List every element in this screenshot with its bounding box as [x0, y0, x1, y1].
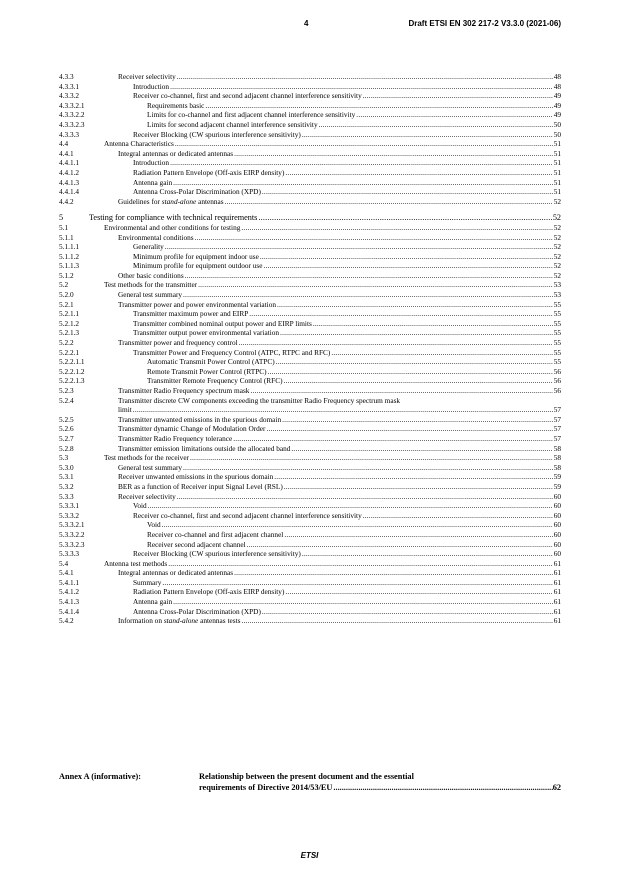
toc-entry-title: General test summary — [118, 290, 183, 300]
leader-dots — [183, 290, 553, 300]
toc-entry-page: 61 — [553, 597, 561, 607]
toc-entry-title: Environmental conditions — [118, 232, 194, 242]
toc-entry-page: 60 — [553, 549, 561, 559]
toc-entry[interactable] — [59, 91, 561, 101]
toc-entry-number: 4.4.1 — [59, 148, 74, 158]
toc-entry-title: Transmitter combined nominal output power and EIRP limits — [133, 318, 312, 328]
toc-entry-title: Receiver co-channel and first adjacent channel — [147, 529, 284, 539]
toc-entry-title: Receiver selectivity — [118, 72, 176, 81]
leader-dots — [170, 82, 553, 92]
leader-dots — [247, 540, 553, 550]
annex-title-line2: requirements of Directive 2014/53/EU — [199, 782, 333, 792]
toc-entry[interactable] — [59, 309, 561, 319]
toc-entry-number: 5.3.3.3 — [59, 549, 80, 559]
toc-entry-title: Other basic conditions — [118, 270, 184, 280]
toc-entry-page: 51 — [553, 139, 561, 149]
toc-entry-page: 52 — [553, 261, 561, 271]
toc-entry-title: Transmitter power and power environmental variation — [118, 299, 276, 309]
toc-entry-number: 5.3.3.2.2 — [59, 529, 85, 539]
toc-entry-title: Receiver Blocking (CW spurious interference sensitivity) — [133, 549, 301, 559]
toc-entry-number: 5.2.2.1 — [59, 347, 80, 357]
toc-entry[interactable] — [59, 367, 561, 377]
toc-entry-title: Limits for second adjacent channel interference sensitivity — [147, 119, 318, 129]
leader-dots — [234, 568, 553, 578]
leader-dots — [284, 376, 553, 386]
toc-entry-page: 49 — [553, 91, 561, 101]
toc-entry[interactable] — [59, 587, 561, 597]
leader-dots — [177, 492, 553, 502]
toc-entry[interactable] — [59, 178, 561, 188]
leader-dots — [198, 280, 553, 290]
toc-entry-title: Test methods for the transmitter — [104, 280, 198, 290]
toc-entry-page: 56 — [553, 376, 561, 386]
leader-dots — [284, 530, 552, 540]
toc-entry-number: 4.3.3.3 — [59, 129, 80, 139]
toc-entry-number: 5.3.0 — [59, 462, 74, 472]
toc-entry-page: 60 — [553, 539, 561, 549]
toc-entry-number: 5.4.1 — [59, 568, 74, 578]
leader-dots — [313, 319, 553, 329]
toc-entry-page: 58 — [553, 443, 561, 453]
toc-entry-page: 51 — [553, 158, 561, 168]
toc-entry-title: Guidelines for stand-alone antennas — [118, 196, 224, 206]
toc-entry-page: 57 — [553, 414, 561, 424]
toc-entry[interactable] — [59, 453, 561, 463]
toc-entry-title: Radiation Pattern Envelope (Off-axis EIRP density) — [133, 587, 285, 597]
toc-entry-page: 61 — [553, 558, 561, 568]
annex-label: Annex A (informative): — [59, 772, 142, 781]
toc-entry-title: Antenna gain — [133, 597, 173, 607]
toc-entry-number: 5.2.1 — [59, 299, 74, 309]
toc-entry[interactable] — [59, 149, 561, 159]
leader-dots — [264, 261, 553, 271]
toc-entry[interactable] — [59, 607, 561, 617]
toc-entry-number: 5.2.6 — [59, 424, 74, 434]
toc-entry-number: 5.2.3 — [59, 386, 74, 395]
toc-entry[interactable] — [59, 616, 561, 626]
leader-dots — [285, 168, 552, 178]
toc-entry[interactable] — [59, 463, 561, 473]
toc-entry[interactable] — [59, 300, 561, 310]
toc-entry-page: 58 — [553, 453, 561, 463]
toc-entry-page: 49 — [553, 110, 561, 120]
toc-entry-page: 51 — [553, 177, 561, 187]
leader-dots — [173, 597, 553, 607]
toc-entry[interactable] — [59, 434, 561, 444]
toc-entry-title: Antenna Cross-Polar Discrimination (XPD) — [133, 187, 261, 197]
footer-etsi: ETSI — [300, 851, 319, 860]
toc-entry-number: 5.2.8 — [59, 443, 74, 453]
toc-entry-page: 52 — [552, 213, 561, 223]
toc-entry-page: 56 — [553, 386, 561, 395]
toc-entry[interactable] — [59, 130, 561, 140]
leader-dots — [233, 434, 552, 444]
toc-entry[interactable] — [59, 357, 561, 367]
leader-dots — [133, 405, 553, 415]
toc-entry[interactable] — [59, 568, 561, 578]
toc-entry-page: 61 — [553, 616, 561, 626]
toc-entry-page: 53 — [553, 290, 561, 300]
toc-entry-page: 48 — [553, 81, 561, 91]
toc-entry-number: 5.4.1.4 — [59, 606, 80, 616]
toc-entry-page: 60 — [553, 520, 561, 530]
toc-entry-number: 5.2.2.1.2 — [59, 366, 85, 376]
toc-entry-title: Transmitter emission limitations outside the allocated band — [118, 443, 291, 453]
toc-entry-number: 5.2.2.1.3 — [59, 376, 85, 386]
toc-entry-page: 55 — [553, 318, 561, 328]
toc-entry[interactable] — [59, 261, 561, 271]
toc-entry-number: 5.2.1.1 — [59, 309, 80, 319]
leader-dots — [183, 463, 553, 473]
toc-entry[interactable] — [59, 82, 561, 92]
leader-dots — [205, 101, 552, 111]
toc-entry-page: 61 — [553, 577, 561, 587]
toc-entry-title: Void — [133, 501, 147, 511]
toc-entry-continuation[interactable] — [59, 405, 561, 415]
toc-entry-number: 5.4.1.2 — [59, 587, 80, 597]
toc-entry-title: Transmitter unwanted emissions in the spurious domain — [118, 414, 282, 424]
toc-entry[interactable] — [59, 520, 561, 530]
toc-entry[interactable] — [59, 252, 561, 262]
toc-entry-number: 5.3.3.2 — [59, 510, 80, 520]
toc-entry[interactable] — [59, 213, 561, 223]
toc-entry[interactable] — [59, 110, 561, 120]
toc-entry-page: 59 — [553, 472, 561, 482]
toc-entry-page: 52 — [553, 196, 561, 206]
toc-entry-number: 4.4.1.3 — [59, 177, 80, 187]
toc-entry-title: Introduction — [133, 158, 170, 168]
toc-entry-number: 5.2.1.2 — [59, 318, 80, 328]
toc-entry-number: 5.2.2.1.1 — [59, 357, 85, 367]
toc-entry-number: 5.2.1.3 — [59, 328, 80, 338]
toc-entry-page: 51 — [553, 148, 561, 158]
toc-entry-page: 55 — [553, 357, 561, 367]
leader-dots — [177, 72, 553, 82]
toc-entry-number: 4.3.3.2.3 — [59, 119, 85, 129]
leader-dots — [291, 444, 552, 454]
toc-entry-title: Remote Transmit Power Control (RTPC) — [147, 366, 267, 376]
toc-entry-title: Transmitter Power and Frequency Control (ATPC, RTPC and RFC) — [133, 347, 331, 357]
leader-dots — [333, 783, 552, 794]
toc-entry[interactable] — [59, 319, 561, 329]
toc-entry-page: 49 — [553, 100, 561, 110]
toc-entry-title: Receiver selectivity — [118, 491, 176, 501]
toc-entry[interactable] — [59, 549, 561, 559]
toc-entry-title: Receiver Blocking (CW spurious interference sensitivity) — [133, 129, 301, 139]
toc-entry[interactable] — [59, 424, 561, 434]
toc-entry-number: 5.3.2 — [59, 481, 74, 491]
toc-entry-number: 5.1.1.1 — [59, 242, 80, 252]
toc-entry[interactable] — [59, 187, 561, 197]
toc-entry[interactable] — [59, 482, 561, 492]
toc-entry-page: 57 — [553, 424, 561, 434]
toc-entry-page: 55 — [553, 347, 561, 357]
toc-entry-page: 56 — [553, 366, 561, 376]
toc-entry[interactable] — [59, 578, 561, 588]
leader-dots — [284, 482, 553, 492]
toc-entry-title: Radiation Pattern Envelope (Off-axis EIRP density) — [133, 167, 285, 177]
table-of-contents — [59, 72, 561, 626]
toc-entry-number: 5.3.3 — [59, 491, 74, 501]
leader-dots — [168, 559, 552, 569]
toc-entry-page: 51 — [553, 187, 561, 197]
toc-entry-title: Environmental and other conditions for testing — [104, 222, 241, 232]
toc-entry[interactable] — [59, 223, 561, 233]
toc-entry-title: Transmitter Remote Frequency Control (RFC) — [147, 376, 283, 386]
leader-dots — [356, 110, 552, 120]
toc-entry-number: 5.2.0 — [59, 290, 74, 300]
toc-entry-title: Transmitter discrete CW components exceeding the transmitter Radio Frequency spectrum mask — [118, 395, 401, 405]
toc-entry[interactable] — [59, 168, 561, 178]
toc-entry-title: Summary — [133, 577, 162, 587]
toc-entry[interactable] — [59, 139, 561, 149]
toc-entry[interactable] — [59, 415, 561, 425]
toc-entry-number: 4.3.3.2.1 — [59, 100, 85, 110]
toc-entry-title: Generality — [133, 242, 164, 252]
toc-entry[interactable] — [59, 386, 561, 396]
toc-entry-title: Integral antennas or dedicated antennas — [118, 568, 234, 578]
leader-dots — [165, 242, 553, 252]
toc-entry-page: 59 — [553, 481, 561, 491]
toc-entry-page: 52 — [553, 222, 561, 232]
leader-dots — [319, 120, 553, 130]
toc-entry-title: Information on stand-alone antennas tests — [118, 616, 241, 626]
leader-dots — [250, 386, 552, 396]
toc-entry-number: 5.4 — [59, 558, 69, 568]
toc-entry[interactable] — [59, 501, 561, 511]
leader-dots — [241, 223, 552, 233]
toc-entry-page: 57 — [553, 405, 561, 415]
leader-dots — [268, 367, 553, 377]
toc-entry-title: BER as a function of Receiver input Signal Level (RSL) — [118, 481, 283, 491]
toc-entry-number: 5.2.5 — [59, 414, 74, 424]
leader-dots — [274, 472, 552, 482]
toc-entry-page: 55 — [553, 309, 561, 319]
toc-entry[interactable] — [59, 280, 561, 290]
toc-entry-page: 55 — [553, 299, 561, 309]
toc-entry-title: Void — [147, 520, 161, 530]
toc-entry[interactable] — [59, 348, 561, 358]
toc-entry-number: 4.3.3.2.2 — [59, 110, 85, 120]
toc-entry-title: Transmitter Radio Frequency spectrum mask — [118, 386, 250, 395]
toc-entry-number: 5.2 — [59, 280, 69, 290]
toc-entry-title: Minimum profile for equipment indoor use — [133, 251, 259, 261]
toc-entry-number: 5.3.3.2.1 — [59, 520, 85, 530]
toc-entry-number: 5.4.2 — [59, 616, 74, 626]
leader-dots — [239, 338, 553, 348]
toc-entry-title: Antenna gain — [133, 177, 173, 187]
toc-entry-title: Receiver second adjacent channel — [147, 539, 246, 549]
leader-dots — [258, 213, 551, 223]
toc-entry-number: 5.2.2 — [59, 338, 74, 348]
toc-entry-title: Limits for co-channel and first adjacent channel interference sensitivity — [147, 110, 356, 120]
toc-entry-number: 5.3 — [59, 453, 69, 463]
toc-entry[interactable] — [59, 271, 561, 281]
toc-entry-title: Transmitter power and frequency control — [118, 338, 238, 348]
toc-entry[interactable] — [59, 597, 561, 607]
toc-entry-number: 5.2.4 — [59, 395, 74, 405]
toc-entry[interactable] — [59, 158, 561, 168]
toc-entry[interactable] — [59, 540, 561, 550]
toc-entry-title: Integral antennas or dedicated antennas — [118, 148, 234, 158]
toc-entry-number: 5.4.1.3 — [59, 597, 80, 607]
toc-entry-page: 61 — [553, 587, 561, 597]
document-title: Draft ETSI EN 302 217-2 V3.3.0 (2021-06) — [408, 19, 561, 28]
leader-dots — [175, 139, 553, 149]
toc-entry-title: Testing for compliance with technical requirements — [89, 213, 258, 223]
toc-entry[interactable] — [59, 72, 561, 82]
leader-dots — [249, 309, 552, 319]
toc-entry[interactable] — [59, 376, 561, 386]
toc-entry-page: 50 — [553, 119, 561, 129]
toc-entry-page: 48 — [553, 72, 561, 81]
toc-entry-page: 55 — [553, 338, 561, 348]
toc-entry-title: Transmitter Radio Frequency tolerance — [118, 433, 233, 443]
leader-dots — [234, 149, 553, 159]
leader-dots — [170, 158, 553, 168]
toc-entry-title: Introduction — [133, 81, 170, 91]
toc-entry[interactable] — [59, 328, 561, 338]
toc-entry-title: Antenna Cross-Polar Discrimination (XPD) — [133, 606, 261, 616]
toc-entry-number: 5.1.1 — [59, 232, 74, 242]
toc-entry-title: Receiver co-channel, first and second adjacent channel interference sensitivity — [133, 510, 362, 520]
page-number: 4 — [304, 19, 309, 28]
toc-entry-title: Automatic Transmit Power Control (ATPC) — [147, 357, 275, 367]
leader-dots — [280, 328, 553, 338]
toc-entry-page: 53 — [553, 280, 561, 290]
leader-dots — [277, 300, 553, 310]
toc-entry[interactable] — [59, 492, 561, 502]
toc-entry[interactable] — [59, 559, 561, 569]
leader-dots — [148, 501, 553, 511]
toc-entry-number: 5.3.3.1 — [59, 501, 80, 511]
toc-entry-title: General test summary — [118, 462, 183, 472]
toc-entry[interactable] — [59, 530, 561, 540]
toc-entry-number: 5.3.3.2.3 — [59, 539, 85, 549]
leader-dots — [282, 415, 553, 425]
leader-dots — [225, 197, 553, 207]
toc-entry-title: Minimum profile for equipment outdoor use — [133, 261, 263, 271]
toc-entry-number: 5.3.1 — [59, 472, 74, 482]
leader-dots — [260, 252, 553, 262]
leader-dots — [302, 130, 553, 140]
toc-entry-page: 57 — [553, 433, 561, 443]
toc-entry-page: 52 — [553, 232, 561, 242]
leader-dots — [173, 178, 553, 188]
leader-dots — [363, 511, 553, 521]
toc-entry-page: 60 — [553, 491, 561, 501]
leader-dots — [302, 549, 553, 559]
toc-entry[interactable] — [59, 444, 561, 454]
toc-entry-number: 5.1.1.3 — [59, 261, 80, 271]
toc-entry-title-cont: limit — [118, 405, 132, 415]
toc-entry-number: 4.3.3.1 — [59, 81, 80, 91]
toc-entry-page: 60 — [553, 529, 561, 539]
toc-entry-title: Test methods for the receiver — [104, 453, 189, 463]
toc-entry-page: 52 — [553, 251, 561, 261]
leader-dots — [190, 453, 553, 463]
leader-dots — [363, 91, 553, 101]
toc-entry[interactable] — [59, 101, 561, 111]
toc-entry-number: 5.1.1.2 — [59, 251, 80, 261]
leader-dots — [276, 357, 553, 367]
toc-entry[interactable] — [59, 472, 561, 482]
toc-entry-title: Antenna Characteristics — [104, 139, 174, 149]
toc-entry-number: 5.1.2 — [59, 270, 74, 280]
toc-entry[interactable] — [59, 242, 561, 252]
toc-entry-page: 55 — [553, 328, 561, 338]
leader-dots — [185, 271, 553, 281]
toc-entry-title: Requirements basic — [147, 100, 205, 110]
leader-dots — [262, 607, 553, 617]
toc-entry-page: 61 — [553, 606, 561, 616]
toc-entry-number: 5.1 — [59, 222, 69, 232]
toc-entry-title: Receiver unwanted emissions in the spurious domain — [118, 472, 274, 482]
toc-entry-title: Transmitter output power environmental variation — [133, 328, 280, 338]
toc-entry-number: 4.4.2 — [59, 196, 74, 206]
toc-entry-number: 5.2.7 — [59, 433, 74, 443]
toc-entry-page: 50 — [553, 129, 561, 139]
toc-entry[interactable] — [59, 233, 561, 243]
leader-dots — [162, 520, 553, 530]
toc-entry-title: Transmitter maximum power and EIRP — [133, 309, 249, 319]
leader-dots — [285, 587, 552, 597]
toc-entry[interactable] — [59, 290, 561, 300]
leader-dots — [262, 187, 553, 197]
toc-entry-page: 51 — [553, 167, 561, 177]
leader-dots — [162, 578, 552, 588]
toc-entry-page: 60 — [553, 510, 561, 520]
toc-entry-page: 61 — [553, 568, 561, 578]
leader-dots — [331, 348, 552, 358]
leader-dots — [241, 616, 552, 626]
toc-entry[interactable] — [59, 396, 561, 406]
toc-entry-number: 4.4.1.4 — [59, 187, 80, 197]
toc-entry-page: 52 — [553, 270, 561, 280]
toc-entry-title: Receiver co-channel, first and second adjacent channel interference sensitivity — [133, 91, 362, 101]
annex-page: 62 — [552, 782, 561, 792]
toc-entry[interactable] — [59, 338, 561, 348]
toc-entry-number: 4.3.3.2 — [59, 91, 80, 101]
toc-entry-number: 4.4 — [59, 139, 69, 149]
toc-entry-number: 4.4.1.2 — [59, 167, 80, 177]
toc-entry-number: 4.3.3 — [59, 72, 74, 81]
toc-entry-number: 4.4.1.1 — [59, 158, 80, 168]
toc-entry-page: 60 — [553, 501, 561, 511]
annex-title-line1: Relationship between the present document and the essential — [199, 772, 414, 781]
toc-entry-title: Antenna test methods — [104, 558, 168, 568]
leader-dots — [266, 424, 552, 434]
toc-entry[interactable] — [59, 511, 561, 521]
toc-entry-title: Transmitter dynamic Change of Modulation Order — [118, 424, 266, 434]
leader-dots — [195, 233, 553, 243]
toc-entry-number: 5.4.1.1 — [59, 577, 80, 587]
toc-entry-page: 58 — [553, 462, 561, 472]
toc-entry[interactable] — [59, 197, 561, 207]
toc-entry-page: 52 — [553, 242, 561, 252]
toc-entry-number: 5 — [59, 213, 64, 223]
toc-entry[interactable] — [59, 120, 561, 130]
